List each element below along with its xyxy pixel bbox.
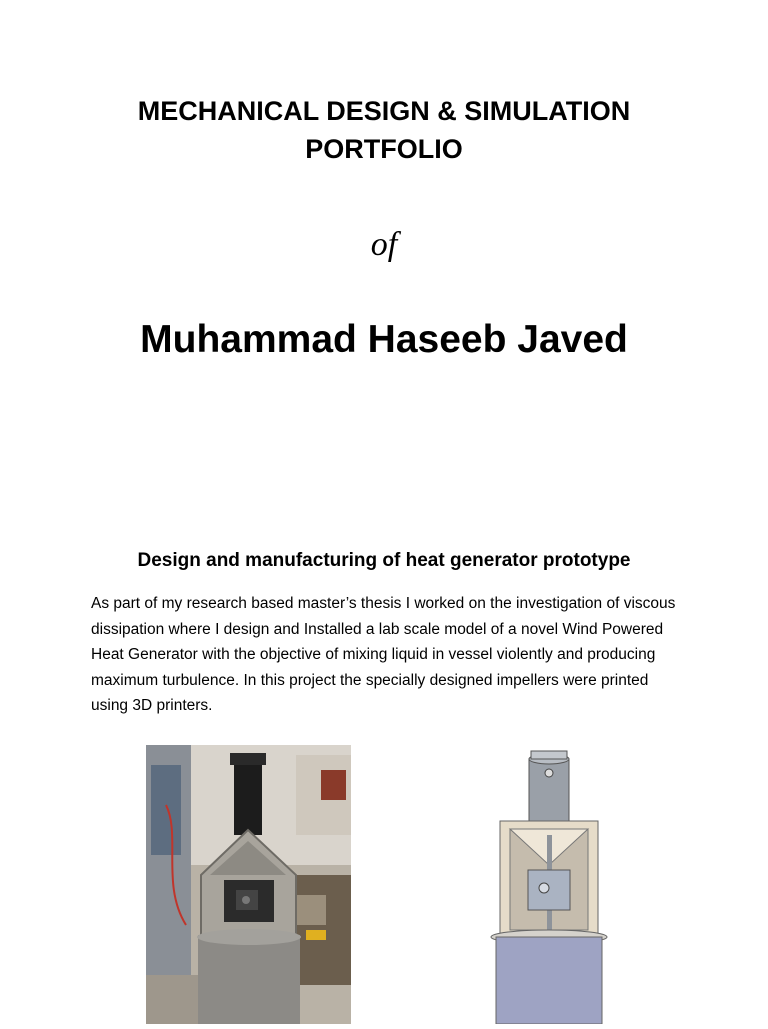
title-line-1: MECHANICAL DESIGN & SIMULATION: [137, 96, 631, 126]
cad-model-image: [478, 745, 618, 1024]
author-name: Muhammad Haseeb Javed: [140, 318, 628, 361]
project-description: As part of my research based master’s thesis I worked on the investigation of viscous dissipation where I design and Installed a lab scale model of a novel Wind Powered Heat Generator with the objective of mixing liquid in vessel violently and producing maximum turbulence. In this project the specially designed impellers were printed using 3D printers.: [91, 595, 676, 714]
project-heading: Design and manufacturing of heat generator prototype: [137, 550, 631, 571]
prototype-photo: [146, 745, 351, 1024]
of-text: of: [370, 226, 398, 263]
title-line-2: PORTFOLIO: [305, 134, 463, 164]
portfolio-title: [0, 92, 768, 168]
